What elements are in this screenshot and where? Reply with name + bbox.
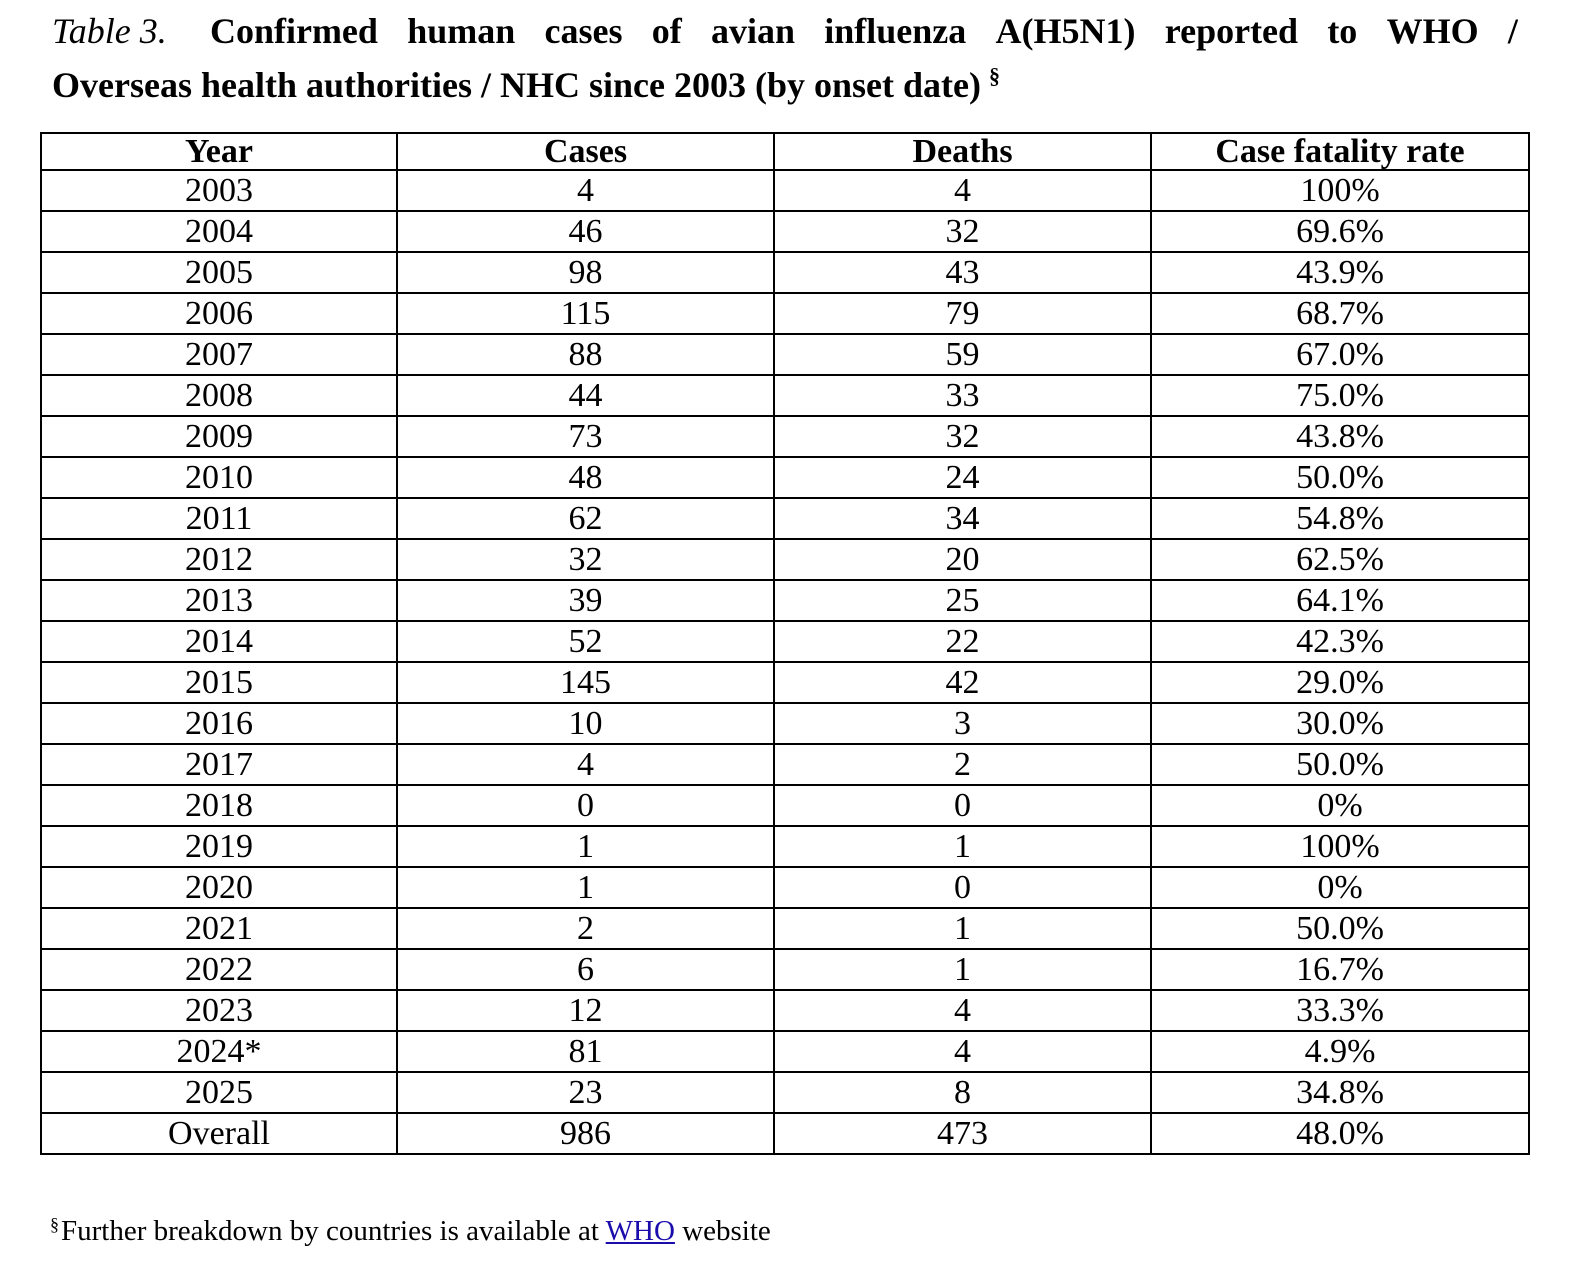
- cases-cell: 115: [397, 293, 774, 334]
- cases-cell: 81: [397, 1031, 774, 1072]
- deaths-cell: 3: [774, 703, 1151, 744]
- fatality-rate-cell: 0%: [1151, 867, 1529, 908]
- table-row: [41, 580, 1529, 621]
- table-row: [41, 211, 1529, 252]
- table-row: [41, 1072, 1529, 1113]
- fatality-rate-cell: 75.0%: [1151, 375, 1529, 416]
- table-header-row: [41, 133, 1529, 170]
- table-caption: [52, 4, 1518, 112]
- table-row: [41, 457, 1529, 498]
- overall-row: [41, 1113, 1529, 1154]
- cases-cell: 32: [397, 539, 774, 580]
- caption-word: of: [651, 11, 682, 51]
- deaths-cell: 43: [774, 252, 1151, 293]
- table-row: [41, 826, 1529, 867]
- cases-cell: 39: [397, 580, 774, 621]
- cases-cell: 46: [397, 211, 774, 252]
- deaths-cell: 4: [774, 990, 1151, 1031]
- caption-word: avian: [710, 11, 796, 51]
- footnote: [50, 1211, 771, 1251]
- table-row: [41, 334, 1529, 375]
- year-cell: 2004: [41, 211, 397, 252]
- table-row: [41, 416, 1529, 457]
- fatality-rate-cell: 29.0%: [1151, 662, 1529, 703]
- fatality-rate-cell: 4.9%: [1151, 1031, 1529, 1072]
- fatality-rate-cell: 69.6%: [1151, 211, 1529, 252]
- cases-table: [40, 132, 1530, 1155]
- cases-cell: 0: [397, 785, 774, 826]
- header-case-fatality-rate: Case fatality rate: [1151, 133, 1529, 170]
- deaths-cell: 0: [774, 785, 1151, 826]
- caption-word: WHO: [1386, 11, 1479, 51]
- year-cell: 2021: [41, 908, 397, 949]
- table-row: [41, 498, 1529, 539]
- deaths-cell: 4: [774, 1031, 1151, 1072]
- fatality-rate-cell: 43.8%: [1151, 416, 1529, 457]
- fatality-rate-cell: 33.3%: [1151, 990, 1529, 1031]
- table-row: [41, 293, 1529, 334]
- caption-line-1: [52, 4, 1518, 58]
- year-cell: 2013: [41, 580, 397, 621]
- deaths-cell: 1: [774, 826, 1151, 867]
- fatality-rate-cell: 16.7%: [1151, 949, 1529, 990]
- header-cases: Cases: [397, 133, 774, 170]
- fatality-rate-cell: 0%: [1151, 785, 1529, 826]
- year-cell: 2009: [41, 416, 397, 457]
- deaths-cell: 473: [774, 1113, 1151, 1154]
- table-row: [41, 621, 1529, 662]
- deaths-cell: 1: [774, 908, 1151, 949]
- year-cell: 2015: [41, 662, 397, 703]
- deaths-cell: 59: [774, 334, 1151, 375]
- caption-section-marker: §: [988, 63, 1000, 88]
- year-cell: 2010: [41, 457, 397, 498]
- cases-cell: 98: [397, 252, 774, 293]
- fatality-rate-cell: 43.9%: [1151, 252, 1529, 293]
- year-cell: 2011: [41, 498, 397, 539]
- fatality-rate-cell: 50.0%: [1151, 457, 1529, 498]
- deaths-cell: 79: [774, 293, 1151, 334]
- deaths-cell: 1: [774, 949, 1151, 990]
- table-body: [41, 170, 1529, 1154]
- cases-cell: 23: [397, 1072, 774, 1113]
- deaths-cell: 24: [774, 457, 1151, 498]
- year-cell: 2022: [41, 949, 397, 990]
- cases-cell: 4: [397, 744, 774, 785]
- year-cell: 2006: [41, 293, 397, 334]
- caption-label: Table 3.: [52, 11, 167, 51]
- year-cell: 2024*: [41, 1031, 397, 1072]
- fatality-rate-cell: 62.5%: [1151, 539, 1529, 580]
- caption-word: to: [1327, 11, 1358, 51]
- table-row: [41, 949, 1529, 990]
- cases-cell: 2: [397, 908, 774, 949]
- year-cell: 2005: [41, 252, 397, 293]
- deaths-cell: 32: [774, 416, 1151, 457]
- cases-cell: 1: [397, 867, 774, 908]
- table-row: [41, 703, 1529, 744]
- caption-word: Confirmed: [209, 11, 378, 51]
- cases-cell: 4: [397, 170, 774, 211]
- cases-cell: 10: [397, 703, 774, 744]
- year-cell: 2023: [41, 990, 397, 1031]
- year-cell: 2019: [41, 826, 397, 867]
- deaths-cell: 25: [774, 580, 1151, 621]
- cases-cell: 88: [397, 334, 774, 375]
- table-row: [41, 375, 1529, 416]
- year-cell: 2008: [41, 375, 397, 416]
- fatality-rate-cell: 30.0%: [1151, 703, 1529, 744]
- fatality-rate-cell: 68.7%: [1151, 293, 1529, 334]
- table-row: [41, 908, 1529, 949]
- deaths-cell: 32: [774, 211, 1151, 252]
- who-website-link[interactable]: WHO: [605, 1215, 675, 1247]
- fatality-rate-cell: 67.0%: [1151, 334, 1529, 375]
- deaths-cell: 0: [774, 867, 1151, 908]
- cases-cell: 62: [397, 498, 774, 539]
- fatality-rate-cell: 100%: [1151, 826, 1529, 867]
- year-cell: 2003: [41, 170, 397, 211]
- table-row: [41, 867, 1529, 908]
- year-cell: 2007: [41, 334, 397, 375]
- cases-cell: 1: [397, 826, 774, 867]
- table-row: [41, 170, 1529, 211]
- fatality-rate-cell: 42.3%: [1151, 621, 1529, 662]
- deaths-cell: 8: [774, 1072, 1151, 1113]
- deaths-cell: 2: [774, 744, 1151, 785]
- table-row: [41, 785, 1529, 826]
- deaths-cell: 34: [774, 498, 1151, 539]
- year-cell: 2025: [41, 1072, 397, 1113]
- cases-cell: 48: [397, 457, 774, 498]
- deaths-cell: 33: [774, 375, 1151, 416]
- caption-word: reported: [1164, 11, 1299, 51]
- fatality-rate-cell: 64.1%: [1151, 580, 1529, 621]
- deaths-cell: 20: [774, 539, 1151, 580]
- cases-cell: 73: [397, 416, 774, 457]
- table-row: [41, 252, 1529, 293]
- deaths-cell: 22: [774, 621, 1151, 662]
- footnote-text: Further breakdown by countries is available at: [61, 1215, 606, 1247]
- year-cell: 2017: [41, 744, 397, 785]
- table-row: [41, 990, 1529, 1031]
- fatality-rate-cell: 48.0%: [1151, 1113, 1529, 1154]
- deaths-cell: 4: [774, 170, 1151, 211]
- cases-cell: 52: [397, 621, 774, 662]
- year-cell: 2020: [41, 867, 397, 908]
- year-cell: 2014: [41, 621, 397, 662]
- table-row: [41, 744, 1529, 785]
- year-cell: 2012: [41, 539, 397, 580]
- deaths-cell: 42: [774, 662, 1151, 703]
- caption-title-end: Overseas health authorities / NHC since 2003 (by onset date): [52, 65, 981, 105]
- caption-word: A(H5N1): [995, 11, 1136, 51]
- caption-line-2: [52, 58, 1518, 112]
- fatality-rate-cell: 34.8%: [1151, 1072, 1529, 1113]
- year-cell: 2018: [41, 785, 397, 826]
- cases-cell: 145: [397, 662, 774, 703]
- fatality-rate-cell: 50.0%: [1151, 744, 1529, 785]
- year-cell: Overall: [41, 1113, 397, 1154]
- footnote-marker: §: [50, 1214, 59, 1234]
- cases-cell: 44: [397, 375, 774, 416]
- header-deaths: Deaths: [774, 133, 1151, 170]
- caption-word: /: [1507, 11, 1518, 51]
- fatality-rate-cell: 100%: [1151, 170, 1529, 211]
- cases-cell: 6: [397, 949, 774, 990]
- year-cell: 2016: [41, 703, 397, 744]
- table-row: [41, 1031, 1529, 1072]
- caption-word: human: [407, 11, 516, 51]
- table-row: [41, 662, 1529, 703]
- caption-word: influenza: [824, 11, 967, 51]
- cases-cell: 986: [397, 1113, 774, 1154]
- fatality-rate-cell: 50.0%: [1151, 908, 1529, 949]
- caption-word: cases: [544, 11, 623, 51]
- table-row: [41, 539, 1529, 580]
- cases-cell: 12: [397, 990, 774, 1031]
- fatality-rate-cell: 54.8%: [1151, 498, 1529, 539]
- header-year: Year: [41, 133, 397, 170]
- footnote-text-end: website: [674, 1215, 771, 1247]
